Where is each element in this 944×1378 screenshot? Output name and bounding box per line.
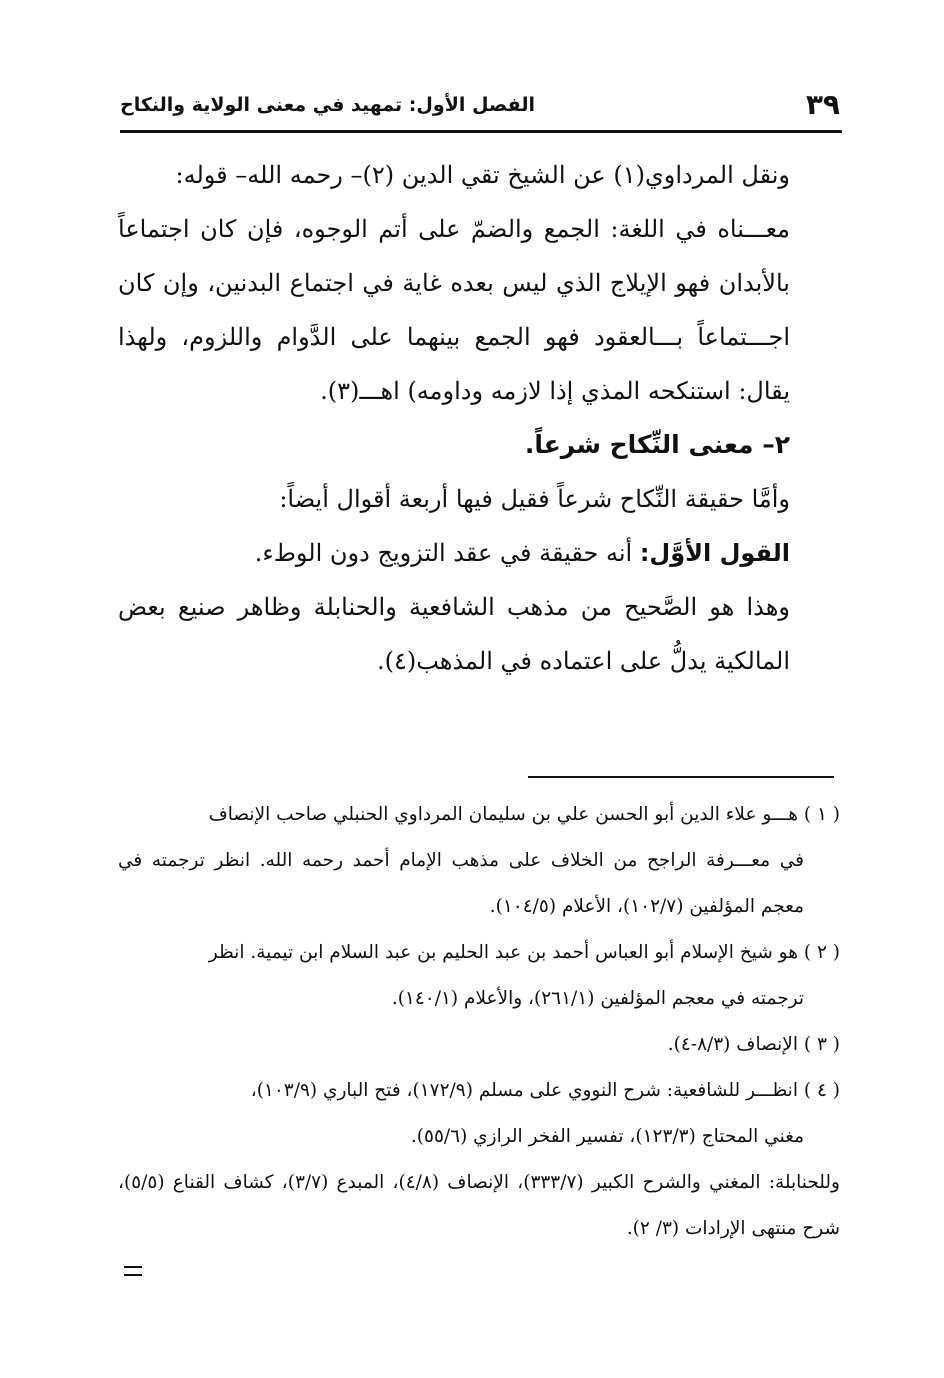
page-end-mark: [124, 1266, 142, 1276]
paragraph-linguistic-meaning: معـــناه في اللغة: الجمع والضمّ على أتم الوجوه، فإن كان اجتماعاً بالأبدان فهو الإيلاج الذي ليس بعده غاية في اجتماع البدنين، وإن كان اجـــتماعاً بـــالعقود فهو الجمع بينهما على الدَّوام واللزوم، ولهذا يقال: استنكحه المذي إذا لازمه وداومه) اهـــ(٣).: [118, 215, 790, 405]
footnote-separator: [528, 776, 834, 778]
paragraph-legal-meaning: وأمَّا حقيقة النِّكاح شرعاً فقيل فيها أربعة أقوال أيضاً:: [279, 485, 790, 513]
section-heading: ٢– معنى النِّكاح شرعاً.: [524, 430, 790, 459]
footnote-3: ( ٣ ) الإنصاف (٨/٣-٤).: [667, 1034, 840, 1055]
footnote-1: ( ١ ) هـــو علاء الدين أبو الحسن علي بن سليمان المرداوي الحنبلي صاحب الإنصاف: [208, 804, 840, 825]
footnote-2: ( ٢ ) هو شيخ الإسلام أبو العباس أحمد بن عبد الحليم بن عبد السلام ابن تيمية. انظر: [208, 942, 840, 963]
first-opinion-label: القول الأوَّل:: [639, 539, 790, 567]
paragraph-intro: ونقل المرداوي(١) عن الشيخ تقي الدين (٢)– رحمه الله– قوله:: [175, 161, 790, 189]
paragraph-madhab: وهذا هو الصَّحيح من مذهب الشافعية والحنابلة وظاهر صنيع بعض المالكية يدلُّ على اعتماده في المذهب(٤).: [118, 593, 790, 675]
header-rule: [120, 130, 842, 133]
paragraph-first-opinion: [118, 526, 840, 580]
footnote-2-continued: ترجمته في معجم المؤلفين (٢٦١/١)، والأعلام (١٤٠/١).: [391, 988, 804, 1009]
footnotes: [118, 792, 840, 1252]
footnote-1-continued: في معـــرفة الراجح من الخلاف على مذهب الإمام أحمد رحمه الله. انظر ترجمته في معجم المؤلفين (١٠٢/٧)، الأعلام (١٠٤/٥).: [118, 850, 804, 917]
footnote-4: ( ٤ ) انظـــر للشافعية: شرح النووي على مسلم (١٧٢/٩)، فتح الباري (١٠٣/٩)،: [250, 1080, 840, 1101]
running-title: الفصل الأول: تمهيد في معنى الولاية والنكاح: [120, 94, 535, 116]
page-number: ٣٩: [805, 88, 840, 121]
footnote-4-hanbali: وللحنابلة: المغني والشرح الكبير (٣٣٣/٧)، الإنصاف (٤/٨)، المبدع (٣/٧)، كشاف القناع (٥/٥)، شرح منتهى الإرادات (٣/ ٢).: [118, 1172, 840, 1239]
page-header: [120, 88, 840, 130]
main-text: [118, 148, 840, 688]
first-opinion-text: أنه حقيقة في عقد التزويج دون الوطء.: [254, 539, 633, 567]
footnote-4-continued: مغني المحتاج (١٢٣/٣)، تفسير الفخر الرازي (٥٥/٦).: [410, 1126, 804, 1147]
